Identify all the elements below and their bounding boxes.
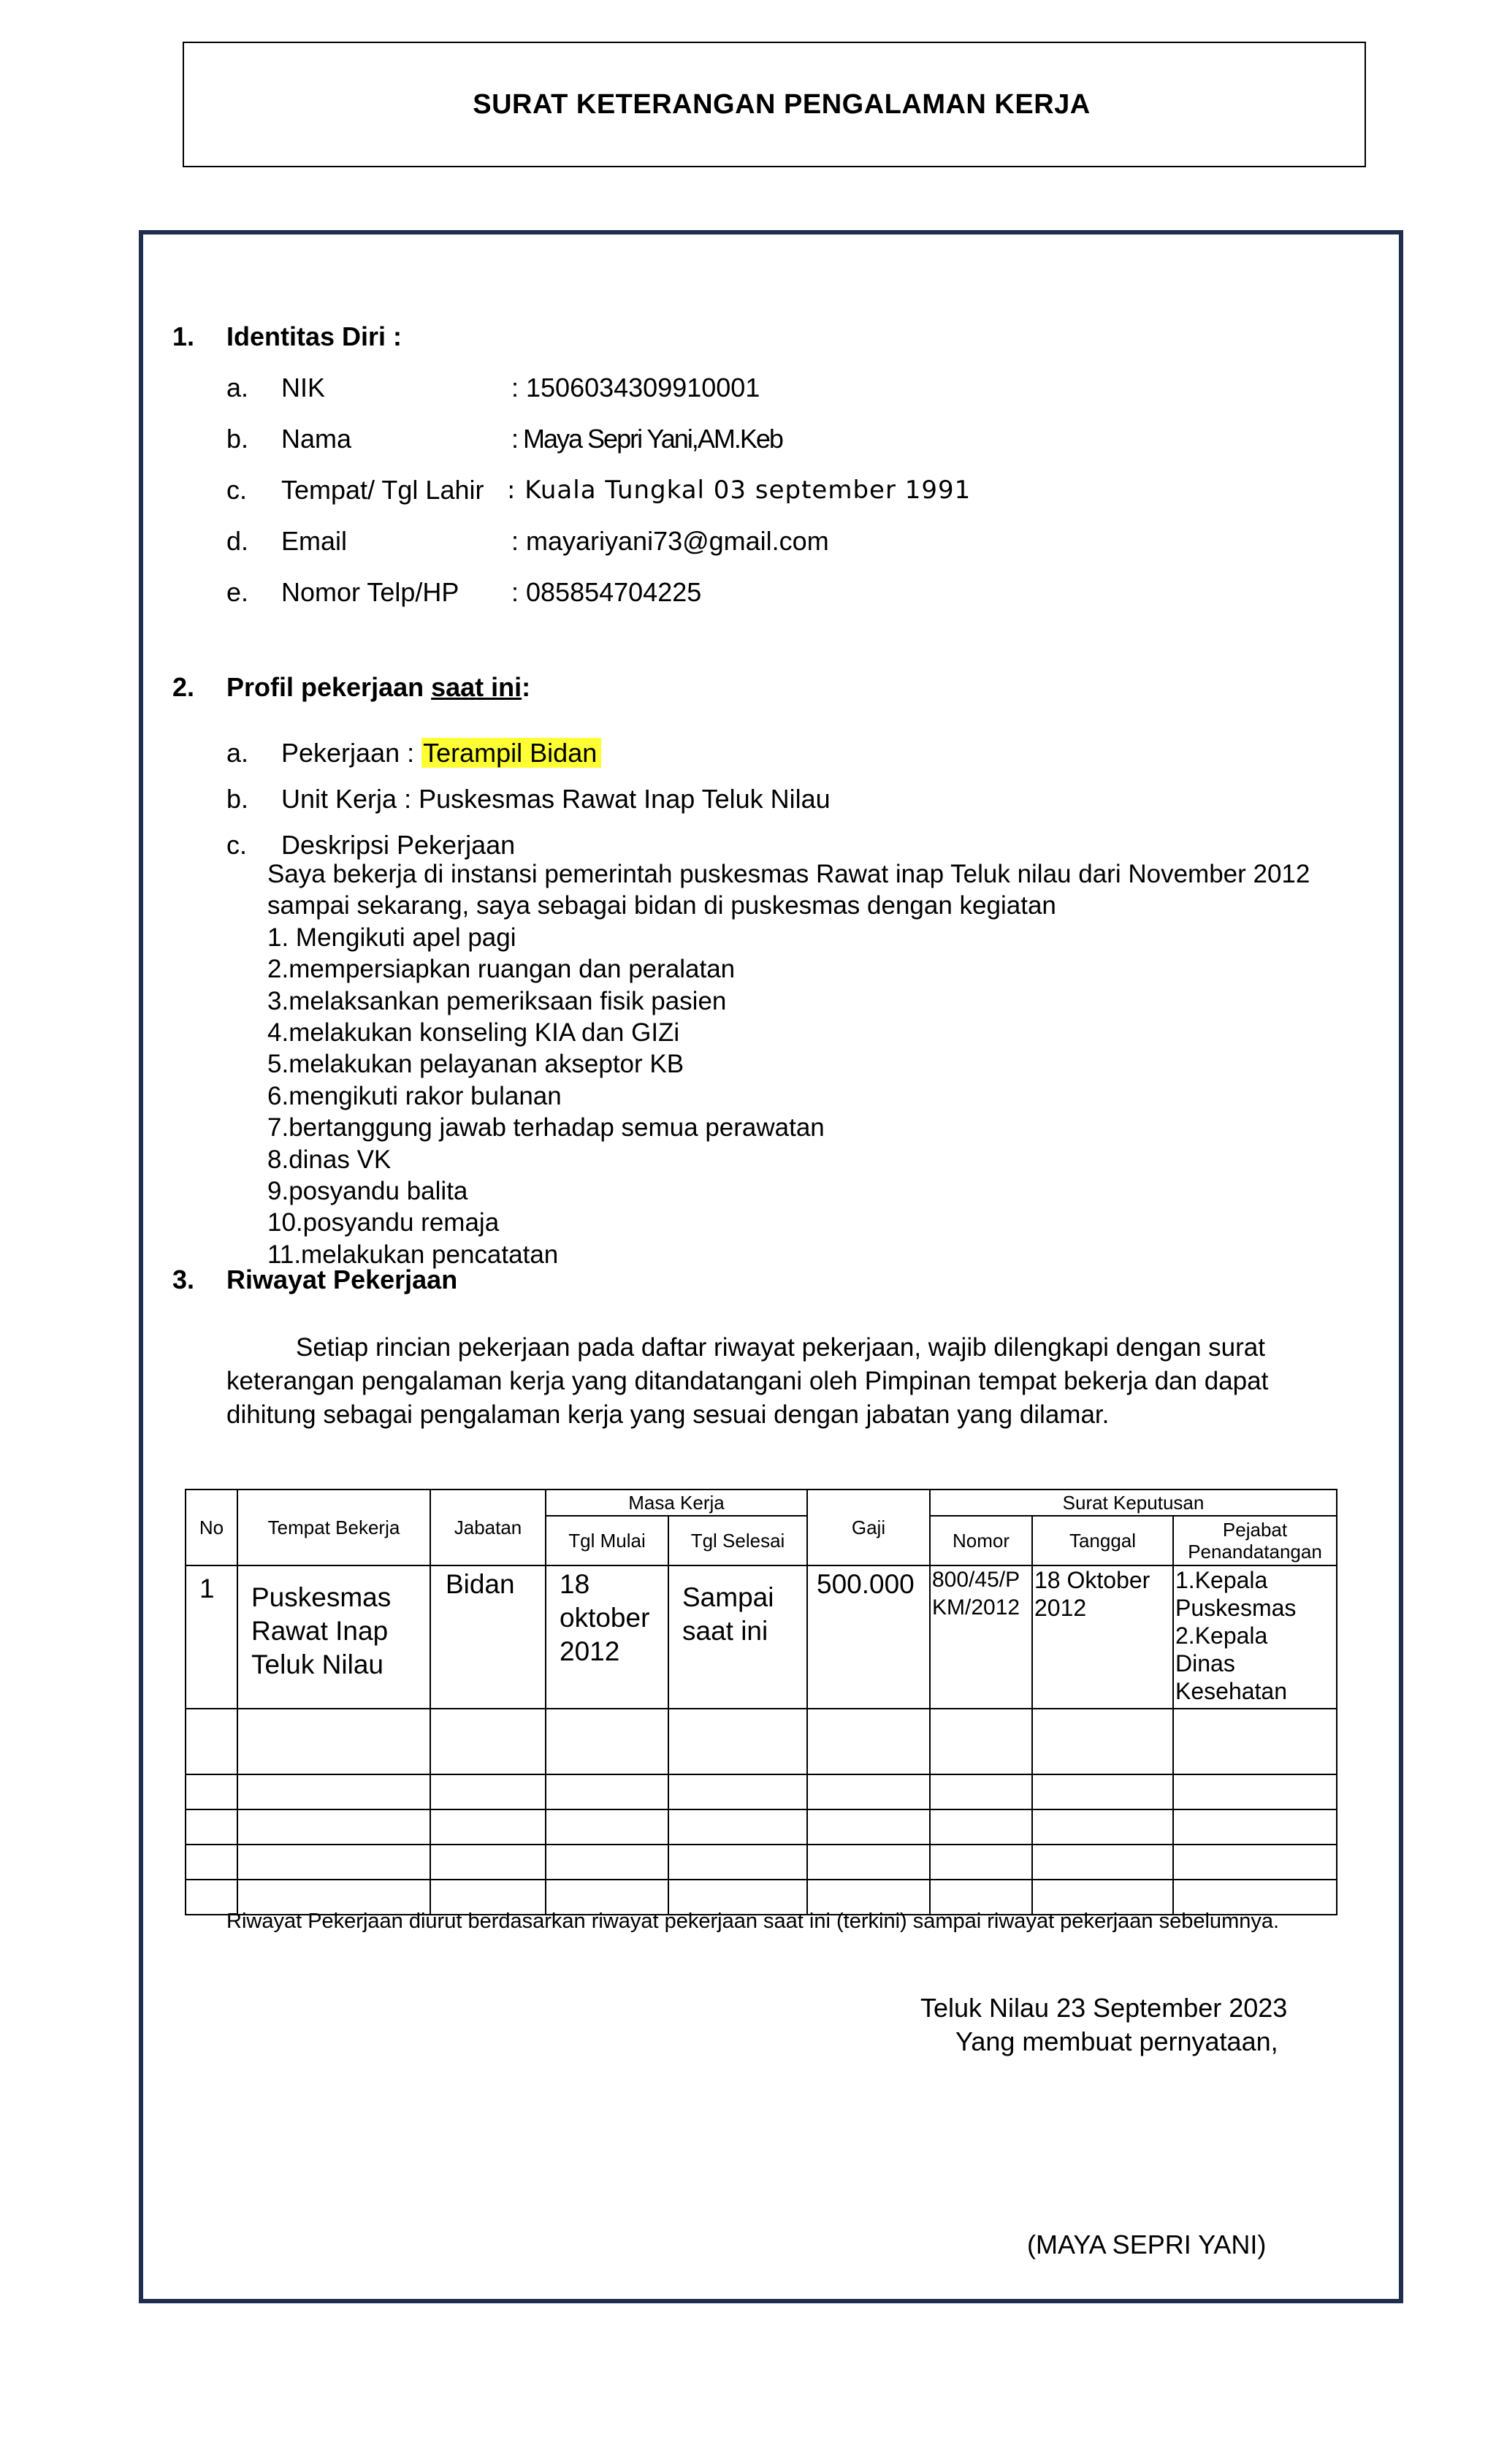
row-label: Email	[281, 526, 348, 556]
th-pejabat-line: Penandatangan	[1188, 1541, 1322, 1563]
desc-line: 9.posyandu balita	[267, 1177, 468, 1206]
th-tanggal: Tanggal	[1032, 1516, 1173, 1565]
desc-line: 4.melakukan konseling KIA dan GIZi	[267, 1018, 680, 1048]
table-row-empty	[186, 1774, 1337, 1809]
cell-pejabat	[1173, 1565, 1337, 1709]
cell-line: Kesehatan	[1175, 1678, 1288, 1704]
paragraph-line-3: dihitung sebagai pengalaman kerja yang sesuai dengan jabatan yang dilamar.	[226, 1400, 1110, 1429]
cell-tanggal	[1032, 1565, 1173, 1709]
cell-nomor	[930, 1565, 1032, 1709]
th-jabatan: Jabatan	[430, 1490, 546, 1565]
desc-line: 11.melakukan pencatatan	[267, 1240, 559, 1269]
th-tgl-selesai: Tgl Selesai	[668, 1516, 807, 1565]
cell-line: Puskesmas	[1175, 1595, 1297, 1621]
title-box	[183, 42, 1366, 167]
section2-heading	[226, 672, 530, 703]
unit-kerja: Unit Kerja : Puskesmas Rawat Inap Teluk Nilau	[281, 784, 831, 814]
desc-line: 7.bertanggung jawab terhadap semua perawatan	[267, 1113, 825, 1143]
place-date: Teluk Nilau 23 September 2023	[920, 1993, 1288, 2023]
unit-letter: b.	[226, 784, 249, 814]
cell-line: Sampai	[682, 1582, 774, 1612]
cell-jabatan: Bidan	[430, 1565, 546, 1709]
cell-no: 1	[186, 1565, 237, 1709]
th-no: No	[186, 1490, 237, 1565]
desc-line: sampai sekarang, saya sebagai bidan di puskesmas dengan kegiatan	[267, 891, 1056, 920]
table-note: Riwayat Pekerjaan diurut berdasarkan riwayat pekerjaan saat ini (terkini) sampai riwayat pekerjaan sebelumnya.	[226, 1910, 1280, 1933]
desc-line: 8.dinas VK	[267, 1145, 392, 1174]
heading-suffix: :	[522, 672, 531, 702]
section3-heading: Riwayat Pekerjaan	[226, 1265, 458, 1294]
deskripsi-label: Deskripsi Pekerjaan	[281, 830, 516, 860]
th-tempat: Tempat Bekerja	[237, 1490, 430, 1565]
desc-line: 10.posyandu remaja	[267, 1208, 500, 1237]
desc-line: Saya bekerja di instansi pemerintah puskesmas Rawat inap Teluk nilau dari November 2012	[267, 860, 1310, 888]
row-letter: a.	[226, 373, 249, 403]
th-nomor: Nomor	[930, 1516, 1032, 1565]
th-gaji: Gaji	[807, 1490, 930, 1565]
desc-line: 5.melakukan pelayanan akseptor KB	[267, 1050, 684, 1079]
table-header-row	[186, 1490, 1337, 1516]
th-masa-kerja: Masa Kerja	[546, 1490, 807, 1516]
cell-tempat	[237, 1565, 430, 1709]
th-pejabat	[1173, 1516, 1337, 1565]
nik-value: : 1506034309910001	[511, 373, 760, 403]
cell-line: 800/45/P	[932, 1568, 1020, 1592]
pekerjaan-value-highlighted: Terampil Bidan	[421, 738, 601, 768]
cell-line: 2012	[560, 1636, 620, 1666]
cell-line: 2012	[1034, 1595, 1087, 1621]
cell-line: 1.Kepala	[1175, 1567, 1268, 1593]
th-pejabat-line: Pejabat	[1222, 1519, 1288, 1541]
deskripsi-letter: c.	[226, 830, 248, 860]
table-row-empty	[186, 1709, 1337, 1774]
table-row-empty	[186, 1845, 1337, 1880]
desc-line: 1. Mengikuti apel pagi	[267, 923, 516, 952]
table-row-empty	[186, 1809, 1337, 1845]
cell-tgl-selesai	[668, 1565, 807, 1709]
cell-line: Dinas	[1175, 1650, 1235, 1677]
cell-line: Puskesmas	[251, 1582, 392, 1612]
ttl-value: : Kuala Tungkal 03 september 1991	[507, 476, 972, 505]
row-label: Nomor Telp/HP	[281, 577, 459, 607]
riwayat-table	[185, 1489, 1337, 1915]
signer-name: (MAYA SEPRI YANI)	[1027, 2230, 1267, 2259]
cell-line: Rawat Inap	[251, 1616, 389, 1646]
cell-line: oktober	[560, 1603, 650, 1633]
row-label: Nama	[281, 424, 352, 454]
telp-value: : 085854704225	[511, 577, 702, 607]
heading-text: Profil pekerjaan	[226, 672, 432, 702]
section2-number: 2.	[172, 672, 195, 702]
pekerjaan-letter: a.	[226, 738, 249, 768]
cell-gaji: 500.000	[807, 1565, 930, 1709]
cell-line: saat ini	[682, 1616, 768, 1646]
statement: Yang membuat pernyataan,	[955, 2026, 1278, 2056]
paragraph-line-2: keterangan pengalaman kerja yang ditandatangani oleh Pimpinan tempat bekerja dan dapat	[226, 1367, 1269, 1395]
cell-line: 18 Oktober	[1034, 1567, 1150, 1593]
cell-line: 18	[560, 1569, 590, 1599]
th-tgl-mulai: Tgl Mulai	[546, 1516, 668, 1565]
row-letter: d.	[226, 526, 249, 556]
table-row	[186, 1565, 1337, 1709]
document-title: SURAT KETERANGAN PENGALAMAN KERJA	[473, 88, 1091, 120]
section1-number: 1.	[172, 321, 195, 351]
nama-value: : Maya Sepri Yani,AM.Keb	[511, 424, 782, 454]
th-surat-keputusan: Surat Keputusan	[930, 1490, 1337, 1516]
desc-line: 2.mempersiapkan ruangan dan peralatan	[267, 955, 736, 984]
section1-heading: Identitas Diri :	[226, 321, 402, 351]
heading-underlined: saat ini	[431, 672, 522, 702]
pekerjaan-label: Pekerjaan :	[281, 738, 422, 768]
cell-line: KM/2012	[932, 1595, 1020, 1620]
section3-number: 3.	[172, 1265, 195, 1294]
desc-line: 6.mengikuti rakor bulanan	[267, 1081, 562, 1110]
row-label: Tempat/ Tgl Lahir	[281, 475, 484, 505]
row-label: NIK	[281, 373, 326, 403]
deskripsi-text	[267, 858, 1310, 1270]
cell-line: Teluk Nilau	[251, 1649, 383, 1679]
pekerjaan-row	[281, 738, 601, 768]
row-letter: e.	[226, 577, 249, 607]
email-value: : mayariyani73@gmail.com	[511, 526, 829, 556]
cell-line: 2.Kepala	[1175, 1622, 1268, 1649]
cell-tgl-mulai	[546, 1565, 668, 1709]
row-letter: b.	[226, 424, 249, 454]
row-letter: c.	[226, 475, 248, 505]
desc-line: 3.melaksankan pemeriksaan fisik pasien	[267, 986, 727, 1015]
paragraph-line-1: Setiap rincian pekerjaan pada daftar riwayat pekerjaan, wajib dilengkapi dengan surat	[296, 1333, 1265, 1362]
